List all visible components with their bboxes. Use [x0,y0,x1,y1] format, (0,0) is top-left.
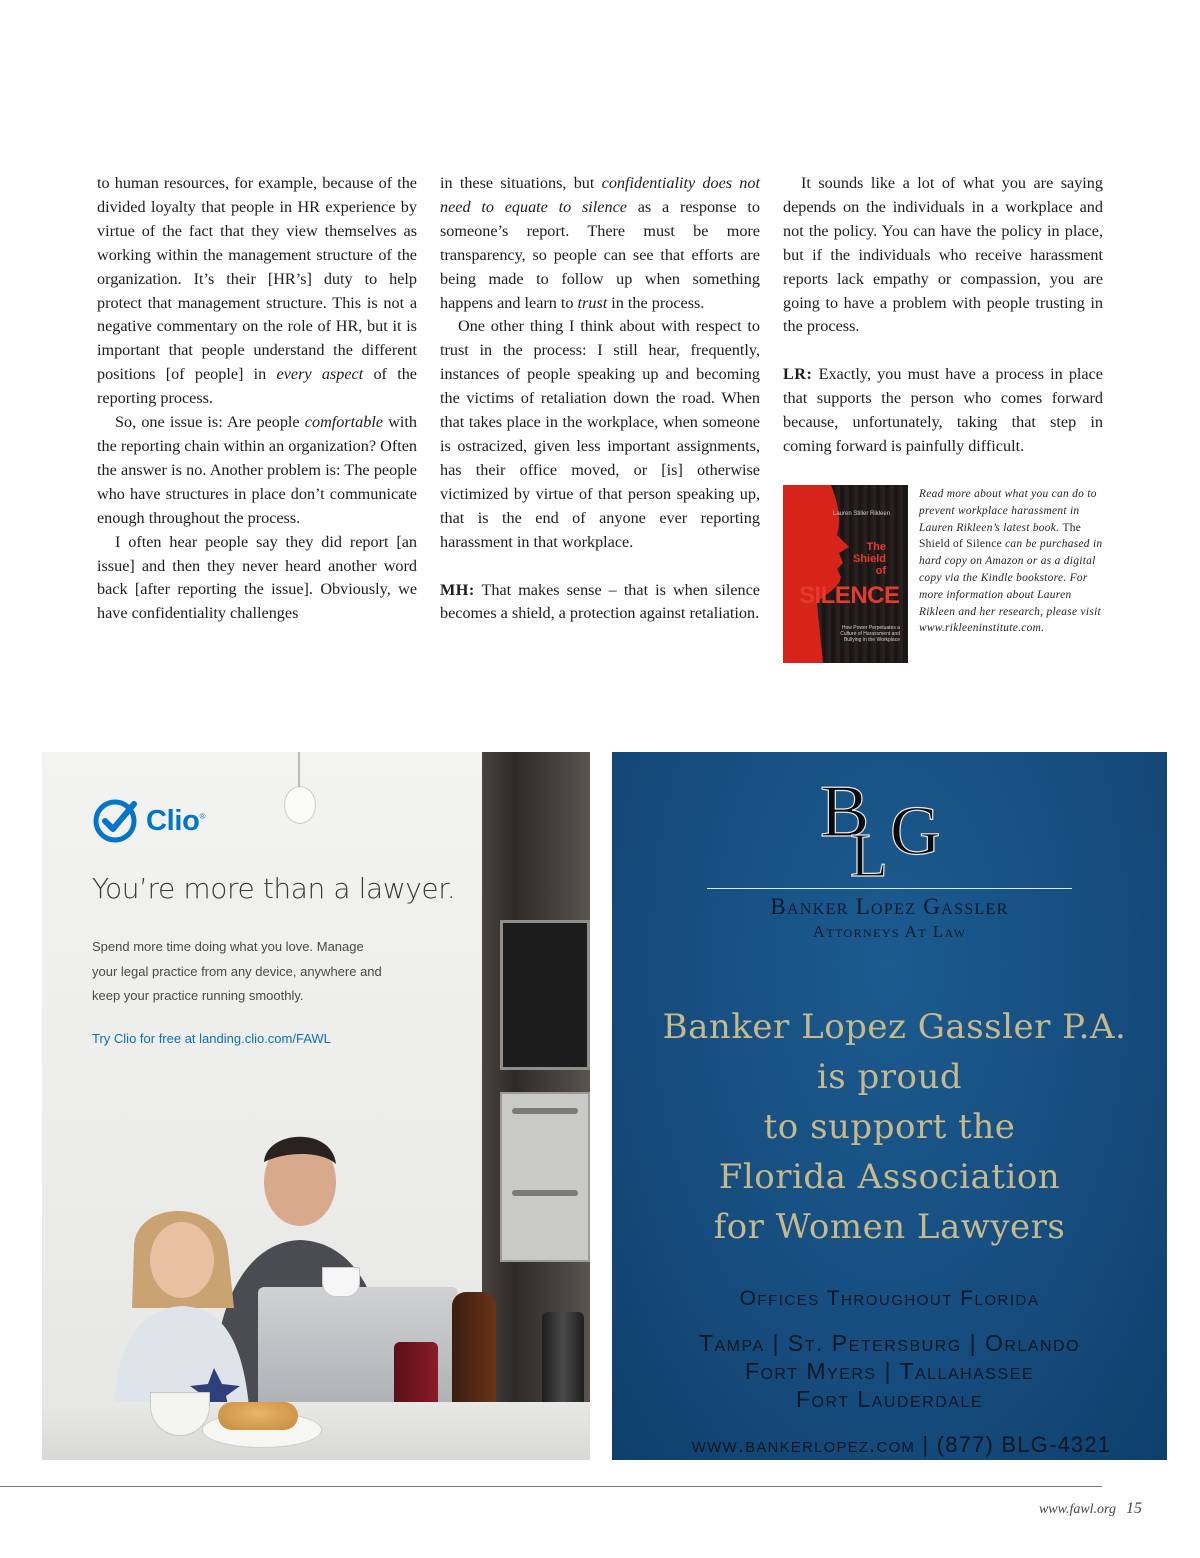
paragraph: So, one issue is: Are people comfortable with the reporting chain within an organization? Often the answer is no. Another problem is: The people who have structures in place don’t communicate enough throughout the process. [97,413,417,527]
paragraph: One other thing I think about with respect to trust in the process: I still hear, frequently, instances of people speaking up and becoming the victims of retaliation down the road. When that takes place in the workplace, when someone is ostracized, given less important assignments, has their office moved, or [is] otherwise victimized by virtue of that person speaking up, that is the end of anyone ever reporting harassment in that workplace. [440,317,760,551]
contact-line[interactable]: www.bankerlopez.com | (877) BLG-4321 [691,1432,1112,1457]
clio-logo: Clio ® [92,798,205,844]
divider [707,888,1072,889]
offices-text: Offices Throughout Florida [739,1287,1040,1310]
clio-headline: You’re more than a lawyer. [92,872,456,905]
blg-advertisement[interactable] [612,752,1167,1460]
monogram-b: B [820,771,870,853]
site-url[interactable]: www.fawl.org [1038,1502,1116,1517]
book-title: The Shield of [852,541,886,577]
checkmark-icon [92,798,138,844]
cities-line: Tampa | St. Petersburg | Orlando [698,1330,1081,1356]
speaker-label: LR: [783,365,813,384]
girl-photo [104,1188,254,1418]
paragraph: in these situations, but confidentiality does not need to equate to silence as a response to someone’s report. There must be more transparency, so people can see that efforts are being made to follow up when something happens and learn to trust in the process. [440,174,760,312]
blg-monogram-logo [812,770,972,882]
clio-cta-link[interactable]: Try Clio for free at landing.clio.com/FAWL [92,1031,331,1046]
clio-body-text: Spend more time doing what you love. Manage your legal practice from any device, anywhere and keep your practice running smoothly. [92,939,382,1003]
book-cover-image [783,485,908,663]
support-message: Banker Lopez Gassler P.A. is proud to support the Florida Association for Women Lawyers [662,1007,1127,1247]
firm-tagline: Attorneys At Law [812,922,967,941]
speaker-label: MH: [440,580,475,599]
cities-line: Fort Myers | Tallahassee [744,1358,1035,1384]
paragraph: I often hear people say they did report [an issue] and then they never heard another word back [after reporting the issue]. Obviously, we have confidentiality challenges [97,532,417,623]
monogram-l: L [850,822,888,882]
book-caption: Read more about what you can do to prevent workplace harassment in Lauren Rikleen’s latest book. The Shield of Silence can be purchased in hard copy on Amazon or as a digital copy via the Kindle bookstore. For more information about Lauren Rikleen and her research, please visit www.rikleeninstitute.com. [919,488,1103,635]
book-subtitle: How Power Perpetuates a Culture of Harassment and Bullying in the Workplace [840,625,900,643]
book-title-silence: SILENCE [799,582,900,609]
clio-advertisement[interactable] [42,752,590,1460]
book-author: Lauren Stiller Rikleen [833,511,891,517]
article-column-1 [97,172,417,626]
footer-divider [0,1486,1102,1487]
paragraph: LR: Exactly, you must have a process in place that supports the person who comes forward because, unfortunately, taking that step in coming forward is painfully difficult. [783,365,1103,456]
page-footer [1039,1500,1142,1518]
paragraph: MH: That makes sense – that is when silence becomes a shield, a protection against retaliation. [440,580,760,623]
article-column-3 [783,172,1103,459]
article-column-2 [440,172,760,626]
paragraph: to human resources, for example, because of the divided loyalty that people in HR experience by virtue of the fact that they view themselves as working within the management structure of the organization. It’s their [HR’s] duty to help protect that management structure. This is not a negative commentary on the role of HR, but it is important that people understand the different positions [of people] in every aspect of the reporting process. [97,174,417,408]
firm-name: Banker Lopez Gassler [770,894,1009,919]
monogram-g: G [890,793,941,870]
paragraph: It sounds like a lot of what you are saying depends on the individuals in a workplace and not the policy. You can have the policy in place, but if the individuals who receive harassment reports lack empathy or compassion, you are going to have a problem with people trusting in the process. [783,174,1103,336]
page-number: 15 [1126,1500,1142,1517]
cities-line: Fort Lauderdale [795,1386,984,1412]
